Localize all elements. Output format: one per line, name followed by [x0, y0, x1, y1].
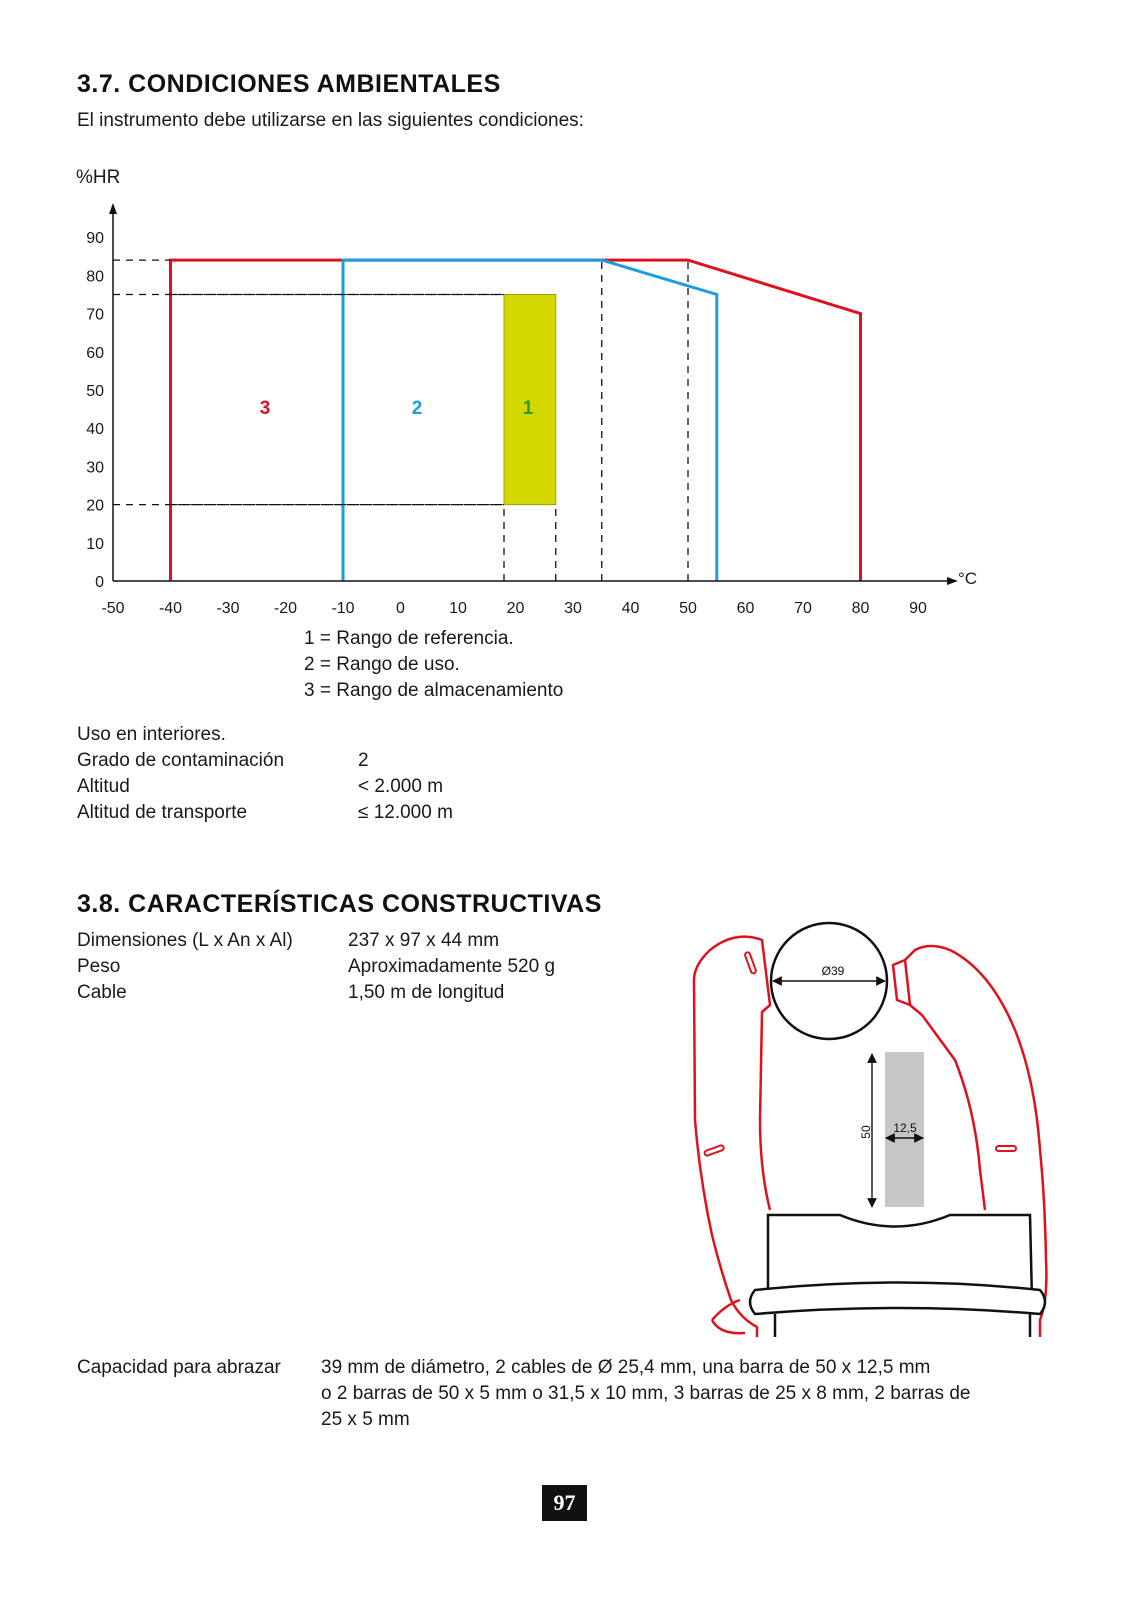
spec-label-altitude: Altitud — [77, 776, 130, 797]
clamp-handle-lines — [775, 1314, 1030, 1337]
legend-item-3: 3 = Rango de almacenamiento — [304, 680, 564, 701]
spec-value-cable: 1,50 m de longitud — [348, 982, 505, 1003]
y-tick-label: 20 — [86, 497, 104, 515]
y-tick-label: 70 — [86, 306, 104, 324]
y-tick-label: 80 — [86, 268, 104, 286]
x-tick-label: -20 — [273, 600, 298, 617]
zone-label-1: 1 — [522, 398, 534, 419]
spec-value-pollution: 2 — [358, 750, 369, 771]
clamp-jaw-figure — [690, 920, 1060, 1340]
spec-label-cable: Cable — [77, 982, 127, 1003]
capacity-line-3: 25 x 5 mm — [321, 1409, 410, 1430]
x-tick-label: 70 — [794, 600, 812, 617]
humidity-temperature-chart — [0, 150, 1128, 630]
spec-value-weight: Aproximadamente 520 g — [348, 956, 556, 977]
width-label: 12,5 — [893, 1121, 917, 1135]
left-jaw-slot-top — [744, 952, 756, 974]
indoor-use-text: Uso en interiores. — [77, 724, 226, 745]
y-tick-label: 0 — [95, 574, 104, 591]
spec-label-transport-altitude: Altitud de transporte — [77, 802, 248, 823]
left-jaw-slot-bottom — [704, 1145, 725, 1157]
y-tick-label: 40 — [86, 421, 104, 439]
capacity-line-2: o 2 barras de 50 x 5 mm o 31,5 x 10 mm, 3 barras de 25 x 8 mm, 2 barras de — [321, 1383, 971, 1404]
legend-item-2: 2 = Rango de uso. — [304, 654, 460, 675]
x-tick-label: -50 — [101, 600, 125, 617]
x-tick-label: 20 — [506, 600, 525, 617]
spec-value-altitude: < 2.000 m — [358, 776, 444, 797]
x-tick-label: 30 — [564, 600, 582, 617]
page-number: 97 — [542, 1485, 587, 1521]
spec-label-dimensions: Dimensiones (L x An x Al) — [77, 930, 293, 951]
spec-value-transport-altitude: ≤ 12.000 m — [358, 802, 453, 823]
y-tick-label: 30 — [86, 459, 104, 477]
right-jaw-slot — [996, 1146, 1016, 1151]
left-jaw-inner — [712, 1300, 745, 1333]
section-title-construction: 3.8. CARACTERÍSTICAS CONSTRUCTIVAS — [77, 890, 602, 918]
x-tick-label: 80 — [851, 600, 870, 617]
left-jaw-outline — [694, 937, 770, 1337]
x-tick-label: 10 — [449, 600, 467, 617]
x-axis-arrow — [947, 577, 958, 585]
height-label: 50 — [859, 1125, 873, 1139]
y-axis-label: %HR — [76, 167, 121, 188]
diameter-label: Ø39 — [821, 964, 845, 978]
spec-label-weight: Peso — [77, 956, 121, 977]
x-tick-label: 90 — [909, 600, 927, 617]
x-tick-label: 50 — [679, 600, 697, 617]
section-intro: El instrumento debe utilizarse en las siguientes condiciones: — [77, 110, 584, 131]
x-tick-label: 0 — [396, 600, 405, 617]
x-tick-label: -30 — [216, 600, 240, 617]
x-tick-label: -10 — [331, 600, 355, 617]
capacity-line-1: 39 mm de diámetro, 2 cables de Ø 25,4 mm, una barra de 50 x 12,5 mm — [321, 1357, 931, 1378]
zone-label-2: 2 — [411, 398, 423, 419]
y-tick-label: 60 — [86, 344, 104, 362]
spec-label-pollution: Grado de contaminación — [77, 750, 285, 771]
y-tick-label: 90 — [86, 230, 104, 248]
capacity-label: Capacidad para abrazar — [77, 1357, 281, 1378]
zone-label-3: 3 — [259, 398, 271, 419]
x-tick-label: -40 — [158, 600, 183, 617]
x-tick-label: 40 — [621, 600, 640, 617]
y-tick-label: 50 — [86, 383, 104, 400]
section-title-environment: 3.7. CONDICIONES AMBIENTALES — [77, 70, 501, 98]
x-tick-label: 60 — [736, 600, 755, 617]
spec-value-dimensions: 237 x 97 x 44 mm — [348, 930, 500, 951]
clamp-lower-band — [750, 1283, 1045, 1315]
y-tick-label: 10 — [86, 535, 104, 553]
y-axis-arrow — [109, 203, 117, 214]
x-axis-label: °C — [958, 569, 978, 588]
legend-item-1: 1 = Rango de referencia. — [304, 628, 514, 649]
